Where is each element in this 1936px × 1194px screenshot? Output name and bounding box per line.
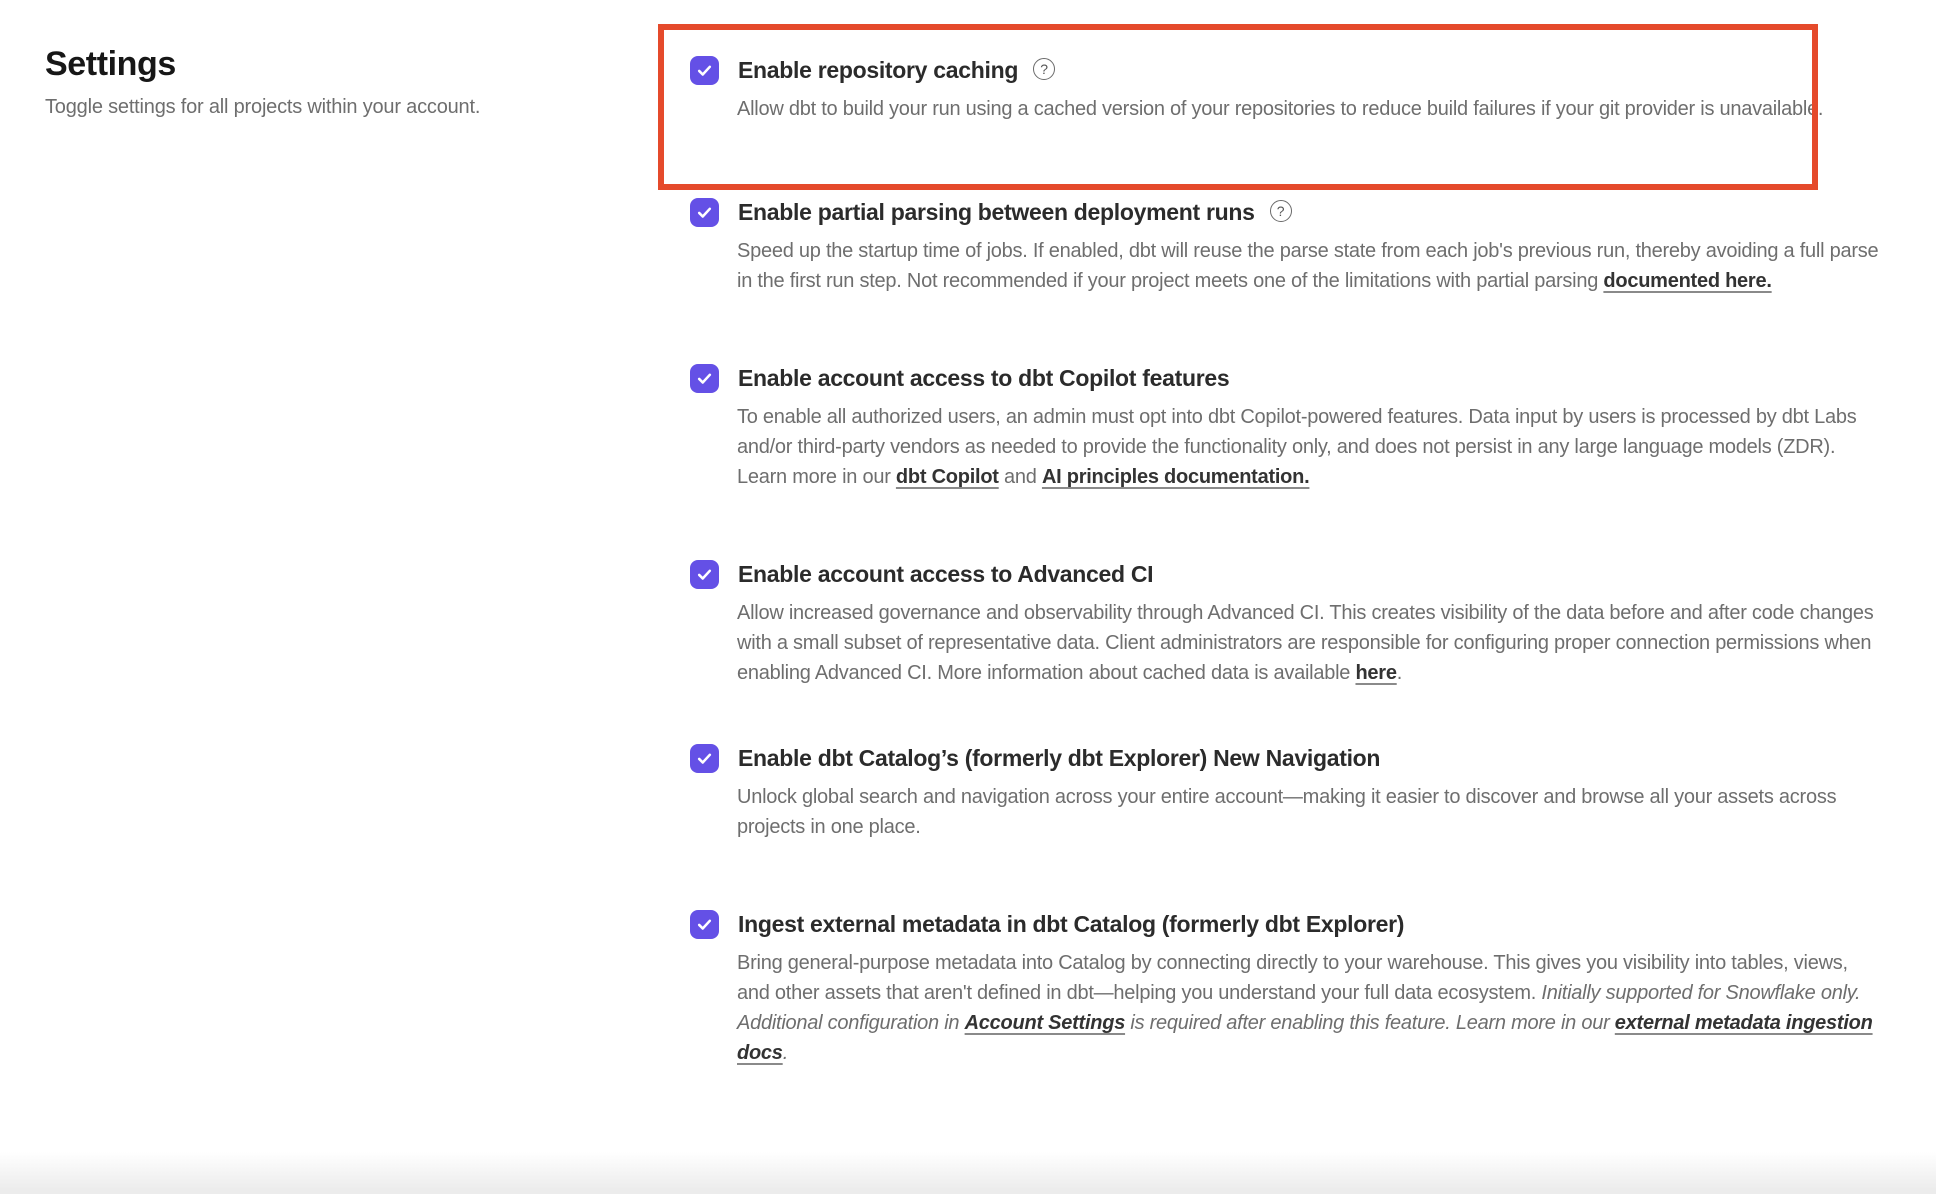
check-icon [696,62,713,79]
dbt-copilot-label: Enable account access to dbt Copilot features [738,364,1230,391]
partial-parsing-description-text: Speed up the startup time of jobs. If enabled, dbt will reuse the parse state from each job's previous run, thereby avoiding a full parse in the first run step. Not recommended if your project meets one of the limitations with partial parsing [737,240,1879,292]
external-metadata-ingestion-description-text: Initially supported for Snowflake only. Additional configuration in [737,982,1861,1034]
dbt-copilot-description-text: and [998,466,1042,488]
settings-list [690,54,1879,1134]
partial-parsing-label: Enable partial parsing between deployment runs [738,198,1255,225]
page-subtitle: Toggle settings for all projects within your account. [45,96,481,118]
bottom-scroll-fade [0,1152,1936,1194]
partial-parsing-description [737,236,1882,296]
setting-row [690,196,1850,228]
setting-row [690,54,1850,86]
check-icon [696,566,713,583]
setting-repository-caching [690,54,1850,124]
settings-intro [45,44,605,120]
partial-parsing-link[interactable]: documented here. [1603,270,1772,292]
setting-row [690,742,1850,774]
external-metadata-ingestion-link[interactable]: external metadata ingestion docs [737,1012,1873,1064]
catalog-new-navigation-description-text: Unlock global search and navigation across your entire account—making it easier to discover and browse all your assets across projects in one place. [737,786,1837,838]
repository-caching-description-text: Allow dbt to build your run using a cached version of your repositories to reduce build failures if your git provider is unavailable. [737,98,1824,120]
setting-dbt-copilot [690,362,1857,492]
external-metadata-ingestion-description [737,948,1882,1068]
advanced-ci-description-text: . [1396,662,1403,684]
setting-external-metadata-ingestion [690,908,1873,1068]
external-metadata-ingestion-label: Ingest external metadata in dbt Catalog (formerly dbt Explorer) [738,910,1405,937]
check-icon [696,370,713,387]
advanced-ci-description-text: Allow increased governance and observability through Advanced CI. This creates visibility of the data before and after code changes with a small subset of representative data. Client administrators are responsible for configuring proper connection permissions when enabling Advanced CI. More information about cached data is available [737,602,1874,684]
catalog-new-navigation-label: Enable dbt Catalog’s (formerly dbt Explorer) New Navigation [738,744,1381,771]
advanced-ci-link[interactable]: here [1355,662,1397,684]
dbt-copilot-checkbox[interactable] [690,364,719,393]
advanced-ci-label: Enable account access to Advanced CI [738,560,1154,587]
catalog-new-navigation-description [737,782,1882,842]
advanced-ci-checkbox[interactable] [690,560,719,589]
repository-caching-checkbox[interactable] [690,56,719,85]
check-icon [696,204,713,221]
external-metadata-ingestion-checkbox[interactable] [690,910,719,939]
check-icon [696,916,713,933]
setting-partial-parsing [690,196,1879,296]
setting-row [690,362,1850,394]
setting-catalog-new-navigation [690,742,1850,842]
page-title: Settings [45,45,176,83]
external-metadata-ingestion-description-text: is required after enabling this feature. Learn more in our [1125,1012,1615,1034]
external-metadata-ingestion-description-text: Bring general-purpose metadata into Catalog by connecting directly to your warehouse. This gives you visibility into tables, views, and other assets that aren't defined in dbt—helping you understand your full data ecosystem. [737,952,1848,1004]
advanced-ci-description [737,598,1882,688]
dbt-copilot-link[interactable]: dbt Copilot [895,466,999,488]
repository-caching-help-icon[interactable]: ? [1033,58,1055,80]
external-metadata-ingestion-link[interactable]: Account Settings [964,1012,1126,1034]
dbt-copilot-link[interactable]: AI principles documentation. [1041,466,1310,488]
partial-parsing-checkbox[interactable] [690,198,719,227]
repository-caching-label: Enable repository caching [738,56,1019,83]
check-icon [696,750,713,767]
catalog-new-navigation-checkbox[interactable] [690,744,719,773]
dbt-copilot-description [737,402,1882,492]
setting-advanced-ci [690,558,1874,688]
setting-row [690,908,1850,940]
setting-row [690,558,1850,590]
partial-parsing-help-icon[interactable]: ? [1270,200,1292,222]
repository-caching-description [737,94,1882,124]
external-metadata-ingestion-description-text: . [782,1042,788,1064]
dbt-copilot-description-text: To enable all authorized users, an admin must opt into dbt Copilot-powered features. Data input by users is processed by dbt Labs and/or third-party vendors as needed to provide the functionality only, and does not persist in any large language models (ZDR). Learn more in our [737,406,1857,488]
